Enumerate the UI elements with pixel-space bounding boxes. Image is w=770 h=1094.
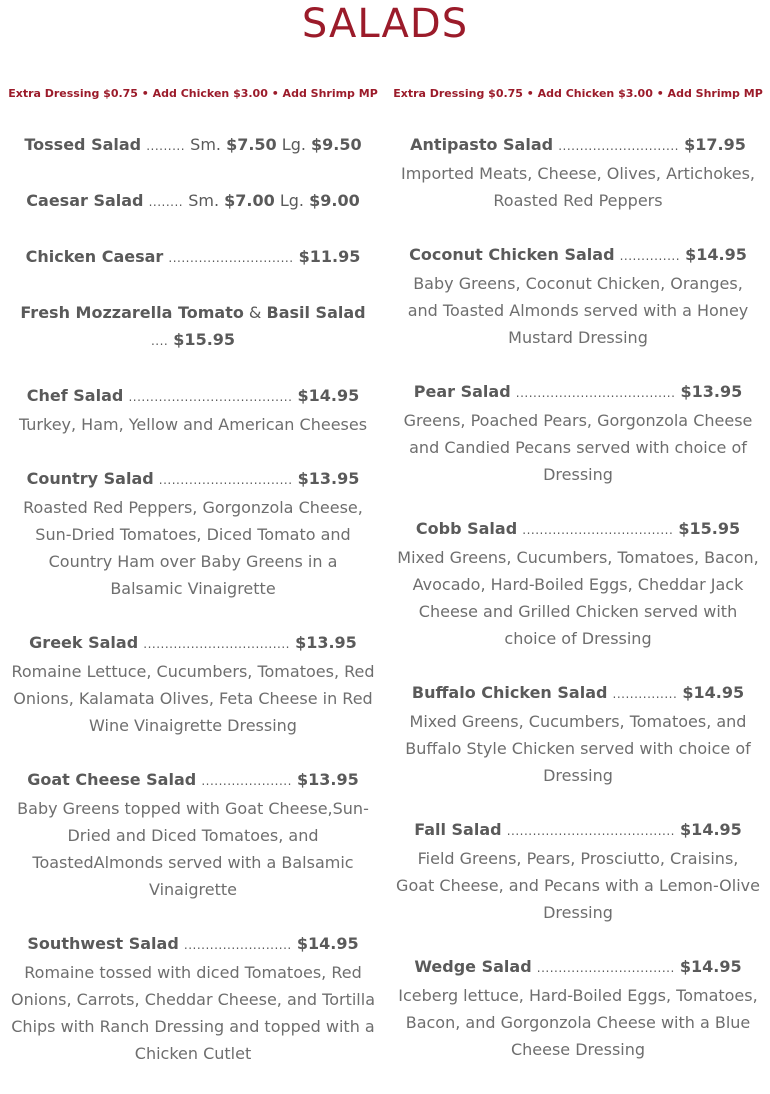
item-name-part-a: Fresh Mozzarella Tomato: [20, 303, 244, 322]
item-name: Tossed Salad: [24, 135, 142, 154]
dot-leader: .............................: [168, 251, 294, 265]
item-name: Country Salad: [26, 469, 154, 488]
item-description: Baby Greens, Coconut Chicken, Oranges, and Toasted Almonds served with a Honey Mustard Dressing: [407, 274, 749, 347]
item-price-small: $7.50: [226, 135, 277, 154]
item-description: Romaine tossed with diced Tomatoes, Red Onions, Carrots, Cheddar Cheese, and Tortilla Chips with Ranch Dressing and topped with a Chicken Cutlet: [11, 963, 375, 1063]
item-description: Mixed Greens, Cucumbers, Tomatoes, Bacon, Avocado, Hard-Boiled Eggs, Cheddar Jack Cheese and Grilled Chicken served with choice of Dressing: [397, 548, 759, 648]
item-price: $14.95: [682, 683, 745, 702]
item-price: $15.95: [173, 330, 236, 349]
menu-item-greek-salad: [7, 629, 379, 739]
item-price: $15.95: [678, 519, 741, 538]
item-price-large: $9.50: [311, 135, 362, 154]
menu-item-caesar-salad: [7, 187, 379, 216]
menu-item-cobb-salad: [392, 515, 764, 652]
item-name-part-b: Basil Salad: [266, 303, 366, 322]
page-title: SALADS: [301, 1, 469, 47]
dot-leader: ...............: [612, 687, 678, 701]
menu-item-fresh-mozzarella: [7, 299, 379, 355]
item-name: Antipasto Salad: [410, 135, 554, 154]
right-column: [392, 86, 764, 1090]
menu-item-southwest-salad: [7, 930, 379, 1067]
item-description: Imported Meats, Cheese, Olives, Artichokes, Roasted Red Peppers: [400, 164, 755, 210]
menu-item-country-salad: [7, 465, 379, 602]
dot-leader: ............................: [558, 139, 679, 153]
item-name: Fall Salad: [414, 820, 502, 839]
item-description: Field Greens, Pears, Prosciutto, Craisins, Goat Cheese, and Pecans with a Lemon-Olive Dressing: [396, 849, 760, 922]
item-description: Romaine Lettuce, Cucumbers, Tomatoes, Red Onions, Kalamata Olives, Feta Cheese in Red Wine Vinaigrette Dressing: [11, 662, 375, 735]
item-description: Iceberg lettuce, Hard-Boiled Eggs, Tomatoes, Bacon, and Gorgonzola Cheese with a Blue Cheese Dressing: [398, 986, 758, 1059]
item-description: Baby Greens topped with Goat Cheese,Sun-Dried and Diced Tomatoes, and ToastedAlmonds served with a Balsamic Vinaigrette: [17, 799, 369, 899]
dot-leader: ..................................: [143, 637, 290, 651]
item-name: Wedge Salad: [414, 957, 532, 976]
dot-leader: ................................: [536, 961, 675, 975]
item-name: Chef Salad: [26, 386, 124, 405]
item-price: $13.95: [680, 382, 743, 401]
item-description: Turkey, Ham, Yellow and American Cheeses: [18, 415, 368, 434]
dot-leader: ....: [150, 334, 169, 348]
item-price: $14.95: [685, 245, 747, 264]
item-name: Coconut Chicken Salad: [409, 245, 615, 264]
item-price: $13.95: [297, 770, 359, 789]
menu-item-chicken-caesar: [7, 243, 379, 272]
item-price: $14.95: [680, 820, 742, 839]
item-price: $13.95: [297, 469, 360, 488]
item-description: Roasted Red Peppers, Gorgonzola Cheese, Sun-Dried Tomatoes, Diced Tomato and Country Ham over Baby Greens in a Balsamic Vinaigrette: [23, 498, 363, 598]
menu-item-coconut-chicken-salad: [392, 241, 764, 351]
menu-item-goat-cheese-salad: [7, 766, 379, 903]
item-description: Mixed Greens, Cucumbers, Tomatoes, and Buffalo Style Chicken served with choice of Dressing: [405, 712, 751, 785]
dot-leader: .......................................: [506, 824, 675, 838]
menu-item-wedge-salad: [392, 953, 764, 1063]
item-price: $14.95: [296, 934, 359, 953]
item-price: $14.95: [679, 957, 742, 976]
menu-item-chef-salad: [7, 382, 379, 438]
item-name: Caesar Salad: [26, 191, 144, 210]
add-on-notice: Extra Dressing $0.75 • Add Chicken $3.00 • Add Shrimp MP: [8, 87, 378, 100]
size-small-label: Sm.: [188, 191, 220, 210]
item-price-small: $7.00: [224, 191, 275, 210]
dot-leader: ......................................: [128, 390, 293, 404]
dot-leader: .....................: [201, 774, 292, 788]
item-price: $13.95: [295, 633, 357, 652]
dot-leader: ...................................: [522, 523, 674, 537]
menu-item-pear-salad: [392, 378, 764, 488]
menu-item-antipasto-salad: [392, 131, 764, 214]
item-name: Greek Salad: [29, 633, 139, 652]
menu-item-tossed-salad: [7, 131, 379, 160]
dot-leader: .....................................: [515, 386, 676, 400]
item-name: Buffalo Chicken Salad: [411, 683, 608, 702]
menu-item-fall-salad: [392, 816, 764, 926]
dot-leader: .........................: [183, 938, 292, 952]
item-price-large: $9.00: [309, 191, 360, 210]
item-name: Cobb Salad: [415, 519, 518, 538]
size-large-label: Lg.: [281, 135, 306, 154]
item-name: Southwest Salad: [27, 934, 179, 953]
item-description: Greens, Poached Pears, Gorgonzola Cheese and Candied Pecans served with choice of Dressing: [403, 411, 753, 484]
dot-leader: .........: [146, 139, 186, 153]
item-price: $14.95: [297, 386, 360, 405]
item-name: Pear Salad: [413, 382, 511, 401]
size-large-label: Lg.: [279, 191, 304, 210]
item-name: Goat Cheese Salad: [27, 770, 197, 789]
item-price: $11.95: [298, 247, 361, 266]
left-column: [7, 86, 379, 1094]
dot-leader: ........: [148, 195, 184, 209]
dot-leader: ...............................: [158, 473, 293, 487]
item-price: $17.95: [684, 135, 746, 154]
menu-item-buffalo-chicken-salad: [392, 679, 764, 789]
ampersand: &: [248, 303, 262, 322]
item-name: Chicken Caesar: [25, 247, 164, 266]
dot-leader: ..............: [619, 249, 681, 263]
size-small-label: Sm.: [190, 135, 221, 154]
add-on-notice: Extra Dressing $0.75 • Add Chicken $3.00 • Add Shrimp MP: [393, 87, 763, 100]
